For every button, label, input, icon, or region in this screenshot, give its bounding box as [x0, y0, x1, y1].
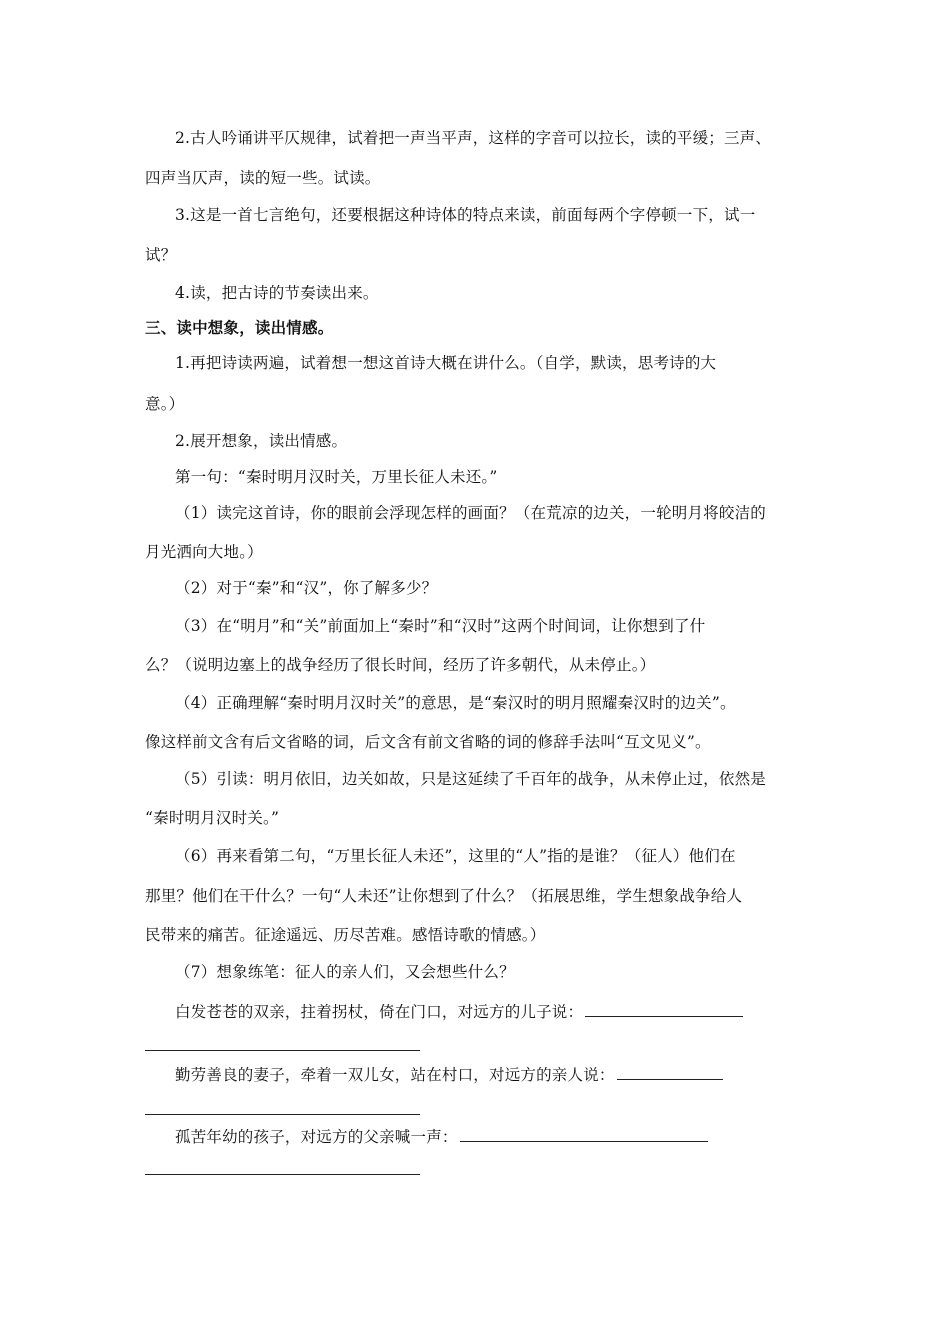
text-line: 1.再把诗读两遍，试着想一想这首诗大概在讲什么。（自学，默读，思考诗的大	[175, 354, 717, 372]
text-line: 第一句：“秦时明月汉时关，万里长征人未还。”	[175, 468, 498, 486]
fill-in-line	[175, 1000, 743, 1022]
answer-blank[interactable]	[460, 1125, 708, 1142]
fill-in-line	[175, 1063, 723, 1085]
fill-in-prompt: 白发苍苍的双亲，拄着拐杖，倚在门口，对远方的儿子说：	[175, 1003, 584, 1021]
text-line: 像这样前文含有后文省略的词，后文含有前文省略的词的修辞手法叫“互文见义”。	[145, 733, 711, 751]
text-line: 2.古人吟诵讲平仄规律，试着把一声当平声，这样的字音可以拉长，读的平缓；三声、	[175, 129, 772, 147]
text-line: 民带来的痛苦。征途遥远、历尽苦难。感悟诗歌的情感。）	[145, 926, 546, 944]
text-line: 试？	[145, 246, 177, 264]
text-line: 那里？他们在干什么？一句“人未还”让你想到了什么？（拓展思维，学生想象战争给人	[145, 887, 743, 905]
text-line: （2）对于“秦”和“汉”，你了解多少？	[175, 579, 438, 597]
answer-line[interactable]	[145, 1174, 420, 1175]
text-line: 月光洒向大地。）	[145, 543, 263, 561]
text-line: 意。）	[145, 395, 185, 413]
answer-line[interactable]	[145, 1050, 420, 1051]
text-line: 四声当仄声，读的短一些。试读。	[145, 169, 381, 187]
fill-in-prompt: 勤劳善良的妻子，牵着一双儿女，站在村口，对远方的亲人说：	[175, 1066, 615, 1084]
text-line: （1）读完这首诗，你的眼前会浮现怎样的画面？（在荒凉的边关，一轮明月将皎洁的	[175, 504, 766, 522]
text-line: （6）再来看第二句，“万里长征人未还”，这里的“人”指的是谁？（征人）他们在	[175, 847, 736, 865]
text-line: 4.读，把古诗的节奏读出来。	[175, 284, 379, 302]
fill-in-prompt: 孤苦年幼的孩子，对远方的父亲喊一声：	[175, 1128, 458, 1146]
answer-blank[interactable]	[585, 1000, 743, 1017]
answer-line[interactable]	[145, 1114, 420, 1115]
text-line: “秦时明月汉时关。”	[145, 809, 280, 827]
text-line: 3.这是一首七言绝句，还要根据这种诗体的特点来读，前面每两个字停顿一下，试一	[175, 206, 756, 224]
answer-blank[interactable]	[617, 1063, 723, 1080]
text-line: 2.展开想象，读出情感。	[175, 432, 348, 450]
fill-in-line	[175, 1125, 708, 1147]
text-line: 么？（说明边塞上的战争经历了很长时间，经历了许多朝代，从未停止。）	[145, 656, 656, 674]
text-line: （4）正确理解“秦时明月汉时关”的意思，是“秦汉时的明月照耀秦汉时的边关”。	[175, 694, 736, 712]
text-line: （3）在“明月”和“关”前面加上“秦时”和“汉时”这两个时间词，让你想到了什	[175, 617, 706, 635]
text-line: （5）引读：明月依旧，边关如故，只是这延续了千百年的战争，从未停止过，依然是	[175, 770, 766, 788]
section-heading: 三、读中想象，读出情感。	[145, 319, 334, 337]
text-line: （7）想象练笔：征人的亲人们，又会想些什么？	[175, 963, 515, 981]
